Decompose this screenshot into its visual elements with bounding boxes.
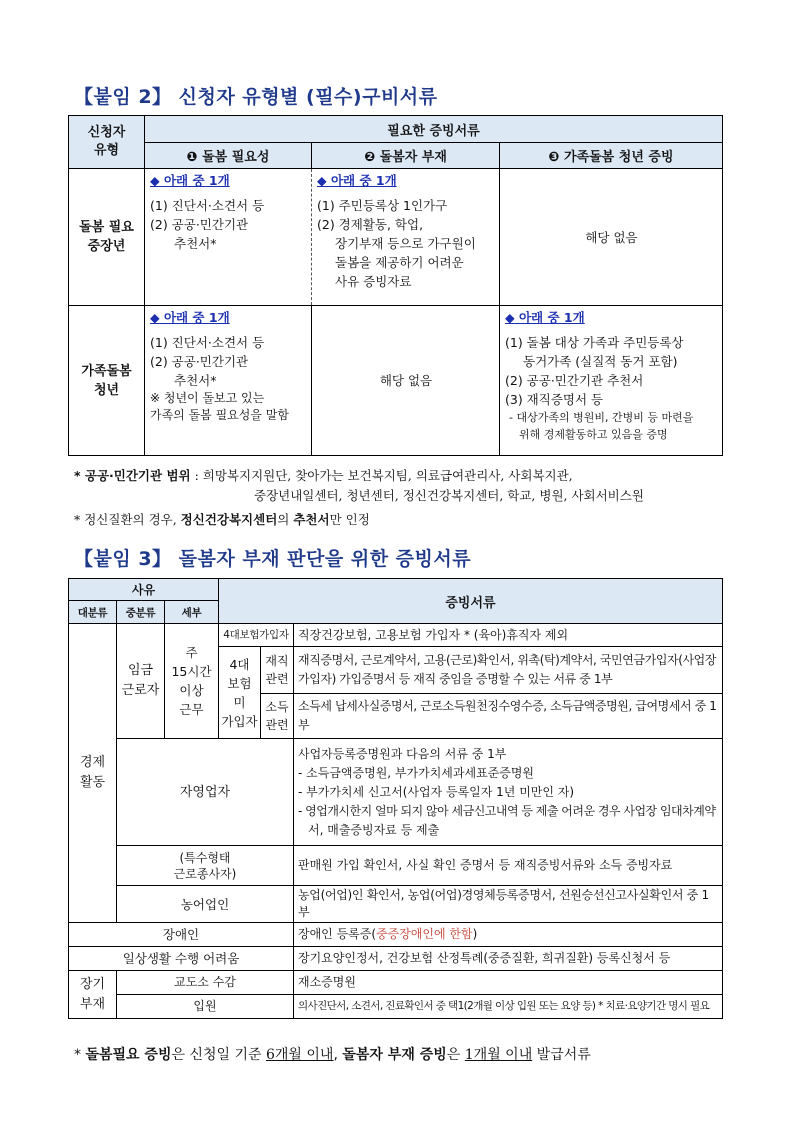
detail-header: 세부 (165, 601, 219, 624)
note-institution-scope-cont: 중장년내일센터, 청년센터, 정신건강복지센터, 학교, 병원, 사회서비스원 (254, 488, 644, 503)
prison-label: 교도소 수감 (117, 971, 294, 995)
middle-aged-youth-proof-cell: 해당 없음 (500, 169, 723, 306)
economic-activity-cell: 경제 활동 (69, 624, 117, 923)
daily-living-label: 일상생활 수행 어려움 (69, 947, 294, 971)
one-month-note: 1개월 이내 (464, 1047, 533, 1063)
middle-aged-care-need-cell (145, 169, 312, 306)
required-documents-table (68, 115, 723, 456)
disabled-label: 장애인 (69, 923, 294, 947)
employment-docs: 재직증명서, 근로계약서, 고용(근로)확인서, 위촉(탁)계약서, 국민연금가입자(사업장가입자) 가입증명서 등 재직 중임을 증명할 수 있는 서류 중 1부 (294, 647, 723, 694)
doc-note: ※ 청년이 돌보고 있는 (150, 391, 265, 405)
doc-text: ) (472, 927, 478, 941)
self-employed-docs (294, 739, 723, 846)
note-text: * (74, 1047, 86, 1063)
uninsured-label: 4대 보험 미 가입자 (219, 647, 261, 739)
caregiver-absence-docs-table (68, 578, 723, 1019)
reason-header: 사유 (69, 579, 219, 601)
special-worker-label: (특수형태 근로종사자) (117, 846, 294, 886)
disabled-docs (294, 923, 723, 947)
note-emphasis: 돌봄자 부재 증빙 (342, 1047, 447, 1063)
youth-caregiver-absence-cell: 해당 없음 (312, 306, 500, 456)
note-text: 만 인정 (329, 512, 370, 527)
doc-line: (1) 진단서·소견서 등 (150, 335, 265, 350)
pick-one-label: ◆ 아래 중 1개 (150, 310, 230, 325)
doc-note: 가족의 돌봄 필요성을 말함 (150, 408, 289, 422)
docs-header: 증빙서류 (219, 579, 723, 624)
employment-related-label: 재직 관련 (261, 647, 294, 694)
note-text: 은 신청일 기준 (171, 1047, 266, 1063)
doc-note: - 대상가족의 병원비, 간병비 등 마련을 (509, 411, 694, 424)
daily-living-docs: 장기요양인정서, 건강보험 산정특례(중증질환, 희귀질환) 등록신청서 등 (294, 947, 723, 971)
row-type-middle-aged: 돌봄 필요 중장년 (69, 169, 145, 306)
doc-line: (3) 재직증명서 등 (505, 392, 604, 407)
pick-one-label: ◆ 아래 중 1개 (505, 310, 585, 325)
special-worker-docs: 판매원 가입 확인서, 사실 확인 증명서 등 재직증빙서류와 소득 증빙자료 (294, 846, 723, 886)
middle-aged-caregiver-absence-cell (312, 169, 500, 306)
doc-note: 위해 경제활동하고 있음을 증명 (519, 428, 668, 441)
mid-category-header: 중분류 (117, 601, 165, 624)
hospitalization-label: 입원 (117, 995, 294, 1019)
caregiver-absence-header: ❷ 돌봄자 부재 (312, 143, 500, 169)
six-months-note: 6개월 이내 (265, 1047, 334, 1063)
prison-docs: 재소증명원 (294, 971, 723, 995)
doc-line: (2) 경제활동, 학업, (317, 217, 424, 232)
farmer-docs: 농업(어업)인 확인서, 농업(어업)경영체등록증명서, 선원승선신고사실확인서 중 1부 (294, 886, 723, 923)
weekly-hours-cell: 주 15시간 이상 근무 (165, 624, 219, 739)
issuance-period-note (74, 1044, 591, 1064)
pick-one-label: ◆ 아래 중 1개 (317, 173, 397, 188)
doc-line: - 영업개시한지 얼마 되지 않아 세금신고내역 등 제출 어려운 경우 사업장 임대차계약 (298, 803, 716, 818)
farmer-label: 농어업인 (117, 886, 294, 923)
doc-line: 서, 매출증빙자료 등 제출 (308, 822, 440, 837)
doc-line: 추천서* (174, 373, 217, 388)
doc-text: 장애인 등록증( (298, 927, 377, 941)
major-category-header: 대분류 (69, 601, 117, 624)
note-text: 은 (446, 1047, 465, 1063)
youth-care-need-cell (145, 306, 312, 456)
severe-only-note: 중증장애인에 한함 (376, 927, 473, 941)
note-emphasis: 추천서 (293, 512, 330, 527)
doc-line: - 부가가치세 신고서(사업자 등록일자 1년 미만인 자) (298, 784, 575, 799)
note-institution-scope (74, 466, 573, 486)
note-text: * 정신질환의 경우, (74, 512, 181, 527)
section-title-attachment-2: 【붙임 2】 신청자 유형별 (필수)구비서류 (74, 86, 438, 108)
doc-line: - 소득금액증명원, 부가가치세과세표준증명원 (298, 765, 535, 780)
doc-line: 추천서* (174, 236, 217, 251)
note-text: 발급서류 (532, 1047, 591, 1063)
row-type-family-care-youth: 가족돌봄 청년 (69, 306, 145, 456)
wage-worker-cell: 임금 근로자 (117, 624, 165, 739)
long-absence-label: 장기 부재 (69, 971, 117, 1019)
doc-line: 돌봄을 제공하기 어려운 (335, 255, 464, 270)
doc-line: 장기부재 등으로 가구원이 (335, 236, 476, 251)
doc-line: (2) 공공·민간기관 (150, 354, 249, 369)
self-employed-label: 자영업자 (117, 739, 294, 846)
note-text: , (333, 1047, 343, 1063)
note-label: * 공공·민간기관 범위 (74, 468, 191, 483)
youth-family-proof-cell (500, 306, 723, 456)
note-text: : 희망복지지원단, 찾아가는 보건복지팀, 의료급여관리사, 사회복지관, (194, 468, 573, 483)
insured-label: 4대보험가입자 (219, 624, 294, 647)
note-text: 의 (277, 512, 294, 527)
note-mental-illness (74, 510, 370, 530)
doc-line: (1) 주민등록상 1인가구 (317, 198, 448, 213)
income-docs: 소득세 납세사실증명서, 근로소득원천징수영수증, 소득금액증명원, 급여명세서 중 1부 (294, 694, 723, 739)
note-emphasis: 정신건강복지센터 (180, 512, 278, 527)
doc-line: (2) 공공·민간기관 (150, 217, 249, 232)
hospitalization-docs: 의사진단서, 소견서, 진료확인서 중 택1(2개월 이상 입원 또는 요양 등) * 치료·요양기간 명시 필요 (294, 995, 723, 1019)
doc-line: (1) 진단서·소견서 등 (150, 198, 265, 213)
income-related-label: 소득 관련 (261, 694, 294, 739)
insured-docs: 직장건강보험, 고용보험 가입자 * (육아)휴직자 제외 (294, 624, 723, 647)
doc-line: 사업자등록증명원과 다음의 서류 중 1부 (298, 746, 507, 761)
pick-one-label: ◆ 아래 중 1개 (150, 173, 230, 188)
doc-line: 동거가족 (실질적 동거 포함) (523, 354, 678, 369)
care-need-header: ❶ 돌봄 필요성 (145, 143, 312, 169)
applicant-type-header: 신청자 유형 (69, 116, 145, 169)
doc-line: (2) 공공·민간기관 추천서 (505, 373, 644, 388)
note-emphasis: 돌봄필요 증빙 (85, 1047, 172, 1063)
section-title-attachment-3: 【붙임 3】 돌봄자 부재 판단을 위한 증빙서류 (74, 548, 472, 570)
required-docs-header: 필요한 증빙서류 (145, 116, 723, 143)
doc-line: (1) 돌봄 대상 가족과 주민등록상 (505, 335, 684, 350)
doc-line: 사유 증빙자료 (335, 274, 412, 289)
family-care-youth-header: ❸ 가족돌봄 청년 증빙 (500, 143, 723, 169)
